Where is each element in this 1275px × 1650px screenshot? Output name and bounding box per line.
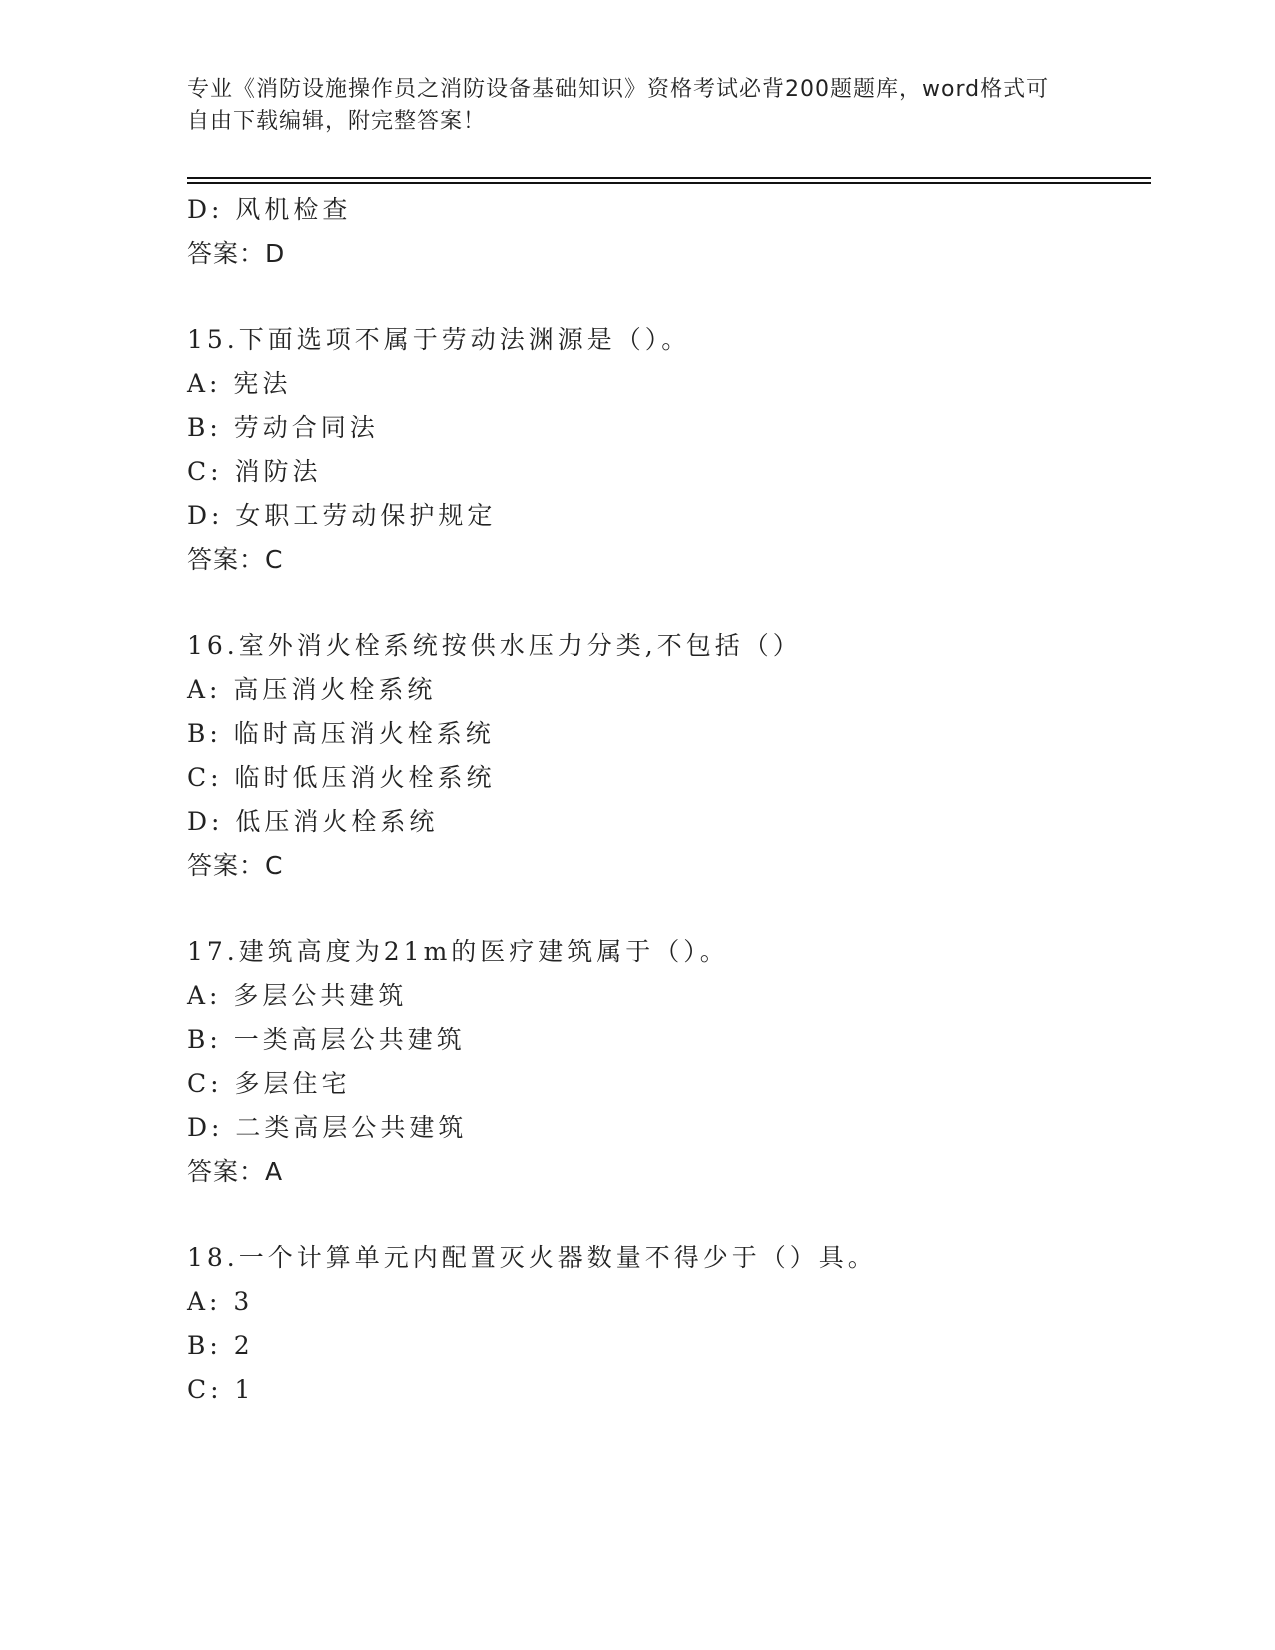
option-d: D: 女职工劳动保护规定	[187, 501, 497, 530]
option-b: B: 一类高层公共建筑	[187, 1025, 466, 1054]
question-stem: 15.下面选项不属于劳动法渊源是（）。	[187, 325, 691, 354]
question-stem: 18.一个计算单元内配置灭火器数量不得少于（）具。	[187, 1243, 877, 1272]
option-b: B: 临时高压消火栓系统	[187, 719, 495, 748]
option-b: B: 劳动合同法	[187, 413, 379, 442]
option-d: D: 风机检查	[187, 195, 352, 224]
option-c: C: 临时低压消火栓系统	[187, 763, 496, 792]
header-rule-bottom	[187, 182, 1151, 184]
option-a: A: 3	[187, 1287, 254, 1316]
option-c: C: 多层住宅	[187, 1069, 351, 1098]
option-d: D: 二类高层公共建筑	[187, 1113, 468, 1142]
option-c: C: 消防法	[187, 457, 322, 486]
answer: 答案：D	[187, 239, 286, 268]
answer: 答案：C	[187, 545, 284, 574]
question-stem: 16.室外消火栓系统按供水压力分类,不包括（）	[187, 631, 802, 660]
document-header: 专业《消防设施操作员之消防设备基础知识》资格考试必背200题题库，word格式可自由下载编辑，附完整答案！	[187, 77, 1050, 134]
header-rule-top	[187, 177, 1151, 179]
option-b: B: 2	[187, 1331, 254, 1360]
option-a: A: 多层公共建筑	[187, 981, 408, 1010]
option-a: A: 高压消火栓系统	[187, 675, 437, 704]
question-stem: 17.建筑高度为21m的医疗建筑属于（）。	[187, 937, 729, 966]
answer: 答案：A	[187, 1157, 284, 1186]
answer: 答案：C	[187, 851, 284, 880]
option-d: D: 低压消火栓系统	[187, 807, 439, 836]
option-a: A: 宪法	[187, 369, 292, 398]
option-c: C: 1	[187, 1375, 255, 1404]
